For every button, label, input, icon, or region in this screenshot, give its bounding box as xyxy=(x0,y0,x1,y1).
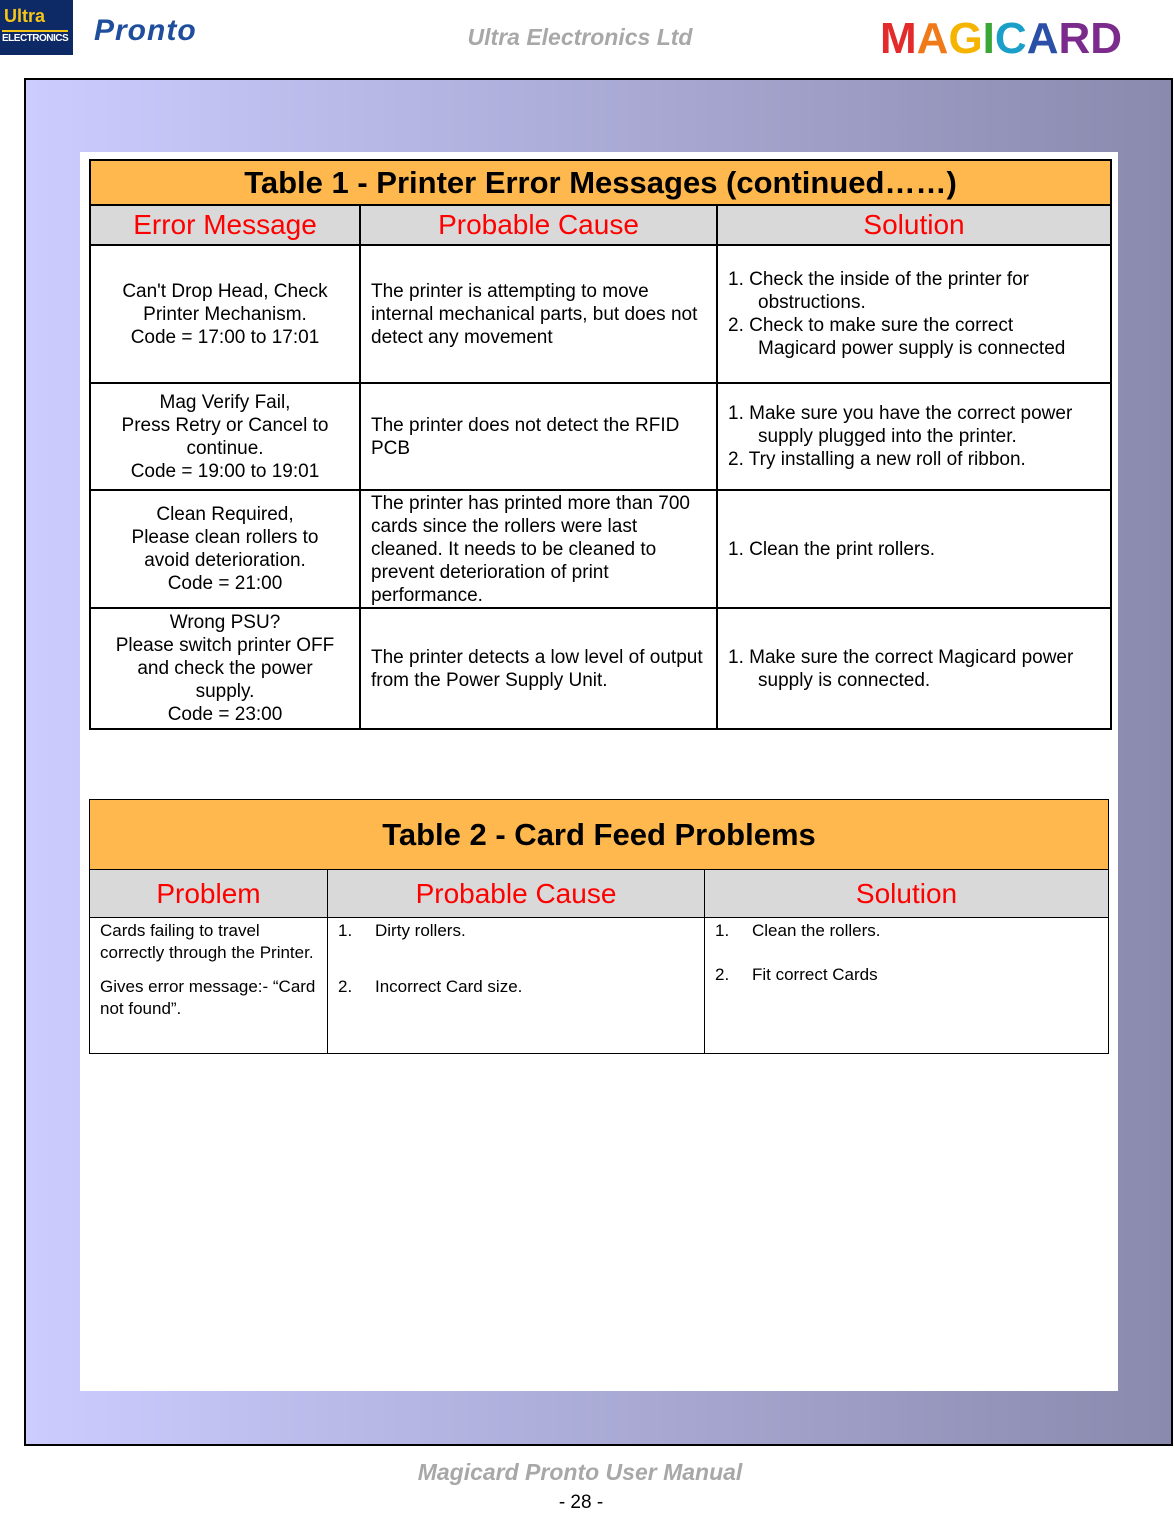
cause-cell xyxy=(328,918,705,1054)
list-item xyxy=(715,964,1098,986)
error-message-cell xyxy=(90,490,360,608)
solution-line: 2. Check to make sure the correct xyxy=(728,315,1014,336)
card-feed-table xyxy=(89,799,1109,1054)
message-line: Printer Mechanism. xyxy=(143,303,307,325)
message-line: Mag Verify Fail, xyxy=(159,391,291,413)
message-line: Please clean rollers to xyxy=(131,527,319,548)
error-message-cell xyxy=(90,608,360,729)
message-line: Can't Drop Head, Check xyxy=(122,280,328,302)
cause-cell xyxy=(360,490,717,608)
column-header: Probable Cause xyxy=(360,205,717,245)
error-message-cell xyxy=(90,383,360,490)
list-number: 1. xyxy=(338,921,353,940)
solution-line: supply plugged into the printer. xyxy=(758,426,1017,447)
error-message-cell xyxy=(90,245,360,383)
list-number: 1. xyxy=(715,921,730,940)
problem-cell xyxy=(90,918,328,1054)
list-item xyxy=(338,976,694,998)
column-header: Error Message xyxy=(90,205,360,245)
list-number: 2. xyxy=(715,965,730,984)
logo-text: ELECTRONICS xyxy=(2,30,68,44)
message-line: Wrong PSU? xyxy=(169,612,281,633)
solution-line: 1. Make sure you have the correct power xyxy=(728,403,1073,424)
message-line: and check the power xyxy=(137,658,313,679)
logo-letter: G xyxy=(948,14,983,63)
company-name: Ultra Electronics Ltd xyxy=(467,24,693,50)
logo-letter: C xyxy=(994,14,1027,63)
message-line: supply. xyxy=(195,681,255,702)
message-line: continue. xyxy=(186,437,264,459)
message-line: Code = 21:00 xyxy=(167,573,283,594)
table-title: Table 2 - Card Feed Problems xyxy=(90,800,1109,870)
table-row xyxy=(90,608,1111,729)
solution-line: supply is connected. xyxy=(758,669,931,691)
problem-note: Gives error message:- “Card not found”. xyxy=(100,977,316,1018)
list-text: Dirty rollers. xyxy=(375,921,466,940)
message-line: Code = 23:00 xyxy=(167,704,283,725)
logo-text: Ultra xyxy=(4,6,46,26)
page-number: - 28 - xyxy=(558,1492,604,1513)
solution-cell xyxy=(717,608,1111,729)
solution-cell xyxy=(717,383,1111,490)
solution-line: 2. Try installing a new roll of ribbon. xyxy=(728,449,1026,470)
solution-line: 1. Clean the print rollers. xyxy=(728,538,935,560)
message-line: Code = 19:00 to 19:01 xyxy=(130,460,320,482)
printer-error-table xyxy=(89,159,1112,730)
message-line: Please switch printer OFF xyxy=(115,635,335,656)
table-row xyxy=(90,383,1111,490)
list-number: 2. xyxy=(338,977,353,996)
logo-letter: A xyxy=(916,14,949,63)
message-line: Press Retry or Cancel to xyxy=(121,414,329,436)
logo-letter: D xyxy=(1090,14,1123,63)
list-text: Clean the rollers. xyxy=(752,921,881,940)
solution-line: 1. Make sure the correct Magicard power xyxy=(728,646,1074,668)
logo-letter: M xyxy=(880,14,917,63)
cause-cell xyxy=(360,608,717,729)
logo-letter: I xyxy=(982,14,995,63)
solution-line: 1. Check the inside of the printer for xyxy=(728,269,1029,290)
solution-line: obstructions. xyxy=(758,292,866,313)
cause-text: The printer detects a low level of output from the Power Supply Unit. xyxy=(371,646,703,691)
column-header: Solution xyxy=(717,205,1111,245)
list-text: Incorrect Card size. xyxy=(375,977,523,996)
column-header: Solution xyxy=(705,870,1109,918)
list-text: Fit correct Cards xyxy=(752,965,878,984)
message-line: Code = 17:00 to 17:01 xyxy=(130,326,320,348)
column-header: Probable Cause xyxy=(328,870,705,918)
cause-text: The printer does not detect the RFID PCB xyxy=(371,414,680,459)
message-line: Clean Required, xyxy=(156,504,294,525)
list-item xyxy=(338,920,694,942)
table-row xyxy=(90,490,1111,608)
magicard-logo xyxy=(880,14,1122,64)
logo-letter: A xyxy=(1026,14,1059,63)
cause-text: The printer has printed more than 700 cards since the rollers were last cleaned. It needs to be cleaned to prevent deterioration of print performance. xyxy=(371,492,690,606)
pronto-logo: Pronto xyxy=(94,14,197,47)
message-line: avoid deterioration. xyxy=(144,550,306,571)
column-header: Problem xyxy=(90,870,328,918)
table-row xyxy=(90,245,1111,383)
solution-cell xyxy=(717,245,1111,383)
solution-cell xyxy=(717,490,1111,608)
table-title: Table 1 - Printer Error Messages (continued……) xyxy=(90,160,1111,205)
solution-line: Magicard power supply is connected xyxy=(758,338,1066,359)
table-row xyxy=(90,918,1109,1054)
footer-title: Magicard Pronto User Manual xyxy=(417,1459,743,1485)
list-item xyxy=(715,920,1098,942)
problem-text: Cards failing to travel correctly through the Printer. xyxy=(100,921,314,962)
cause-cell xyxy=(360,245,717,383)
cause-text: The printer is attempting to move internal mechanical parts, but does not detect any movement xyxy=(371,280,698,348)
logo-letter: R xyxy=(1058,14,1091,63)
cause-cell xyxy=(360,383,717,490)
solution-cell xyxy=(705,918,1109,1054)
